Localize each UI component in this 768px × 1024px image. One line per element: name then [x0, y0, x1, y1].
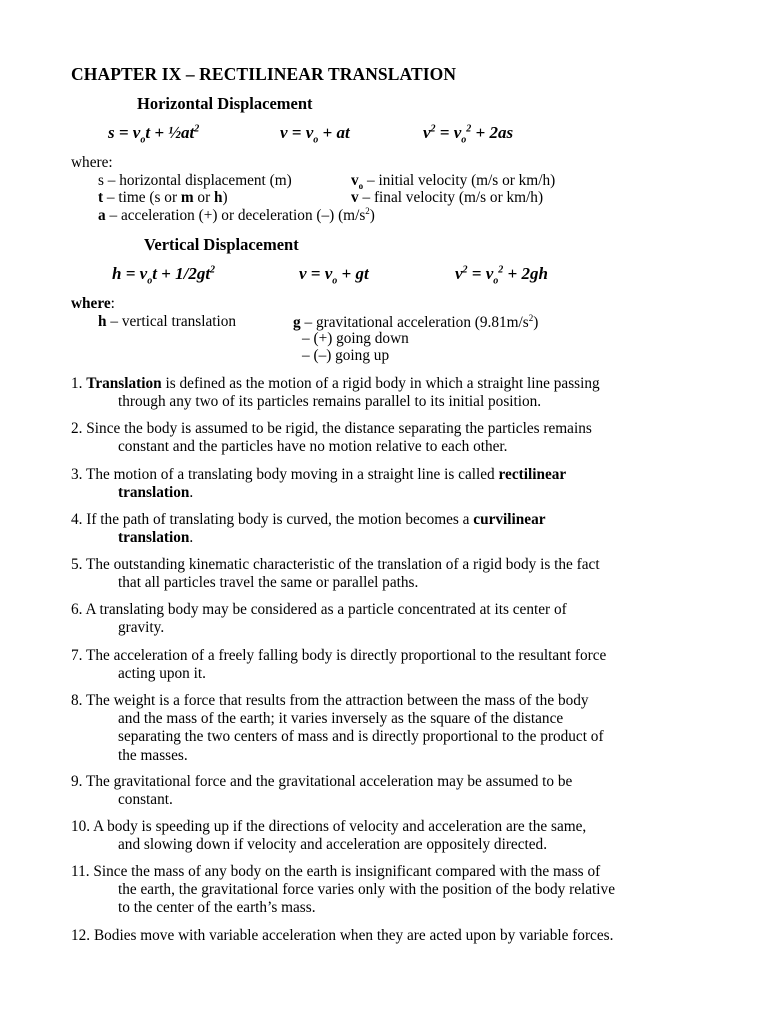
- def-h: h – vertical translation: [98, 313, 237, 330]
- list-item-line: 4. If the path of translating body is curved, the motion becomes a curvilinear: [71, 511, 546, 528]
- chapter-title: CHAPTER IX – RECTILINEAR TRANSLATION: [71, 64, 457, 84]
- def-going-down: – (+) going down: [302, 330, 409, 347]
- horizontal-where: where:: [71, 154, 113, 171]
- def-v: v – final velocity (m/s or km/h): [351, 189, 544, 206]
- list-item-line: 9. The gravitational force and the gravitational acceleration may be assumed to be: [71, 773, 573, 790]
- list-item-5: [71, 556, 711, 592]
- list-item-line: 1. Translation is defined as the motion of a rigid body in which a straight line passing: [71, 375, 600, 392]
- horizontal-equation-1: $s = v_ot$ + $\frac{1}{2}at^2$: [108, 123, 200, 146]
- horizontal-heading: Horizontal Displacement: [137, 94, 313, 113]
- list-item-line: to the center of the earth’s mass.: [118, 899, 316, 917]
- list-item-line: the masses.: [118, 746, 188, 764]
- vertical-where: where:: [71, 295, 115, 312]
- list-item-line: and the mass of the earth; it varies inversely as the square of the distance: [118, 710, 564, 728]
- def-s: s – horizontal displacement (m): [98, 172, 292, 189]
- list-item-11: [71, 863, 711, 918]
- list-item-line: 5. The outstanding kinematic characteristic of the translation of a rigid body is the fact: [71, 556, 600, 573]
- list-item-line: 12. Bodies move with variable acceleration when they are acted upon by variable forces.: [71, 927, 614, 944]
- horizontal-equation-3: $v^2 = v_o^2 + 2as$: [423, 123, 514, 146]
- vertical-heading: Vertical Displacement: [144, 235, 299, 254]
- list-item-1: [71, 375, 711, 411]
- list-item-line: constant and the particles have no motion relative to each other.: [118, 438, 508, 456]
- def-t: t – time (s or m or h): [98, 189, 228, 206]
- list-item-line: 11. Since the mass of any body on the earth is insignificant compared with the mass of: [71, 863, 601, 880]
- vertical-equation-2: $v = v_o$ + gt: [299, 264, 369, 287]
- def-vo: $v_o$ – initial velocity (m/s or km/h): [351, 172, 556, 192]
- list-item-line: acting upon it.: [118, 665, 206, 683]
- def-g: g – gravitational acceleration $(9.81m/s^2)$: [293, 313, 539, 332]
- list-item-2: [71, 420, 711, 456]
- list-item-9: [71, 773, 711, 809]
- list-item-8: [71, 692, 711, 765]
- list-item-line: through any two of its particles remains parallel to its initial position.: [118, 393, 542, 411]
- vertical-equation-1: $h = v_ot + 1/2gt^2$: [112, 264, 216, 287]
- list-item-line: translation.: [118, 484, 194, 502]
- list-item-line: constant.: [118, 791, 173, 809]
- def-going-up: – (–) going up: [302, 347, 390, 364]
- def-a: a – acceleration (+) or deceleration (–) $(m/s^2)$: [98, 206, 375, 225]
- list-item-4: [71, 511, 711, 547]
- list-item-line: translation.: [118, 529, 194, 547]
- list-item-7: [71, 647, 711, 683]
- list-item-line: 6. A translating body may be considered as a particle concentrated at its center of: [71, 601, 567, 618]
- list-item-line: 8. The weight is a force that results from the attraction between the mass of the body: [71, 692, 589, 709]
- list-item-line: the earth, the gravitational force varies only with the position of the body relative: [118, 881, 615, 899]
- list-item-line: 10. A body is speeding up if the directions of velocity and acceleration are the same,: [71, 818, 587, 835]
- list-item-line: gravity.: [118, 619, 165, 637]
- list-item-line: 2. Since the body is assumed to be rigid, the distance separating the particles remains: [71, 420, 592, 437]
- list-item-3: [71, 466, 711, 502]
- list-item-line: 3. The motion of a translating body moving in a straight line is called rectilinear: [71, 466, 567, 483]
- list-item-line: that all particles travel the same or parallel paths.: [118, 574, 419, 592]
- list-item-line: separating the two centers of mass and is directly proportional to the product of: [118, 728, 604, 746]
- vertical-equation-3: $v^2 = v_o^2 + 2gh$: [455, 264, 548, 287]
- list-item-6: [71, 601, 711, 637]
- list-item-12: [71, 927, 711, 945]
- list-item-10: [71, 818, 711, 854]
- list-item-line: 7. The acceleration of a freely falling body is directly proportional to the resultant force: [71, 647, 607, 664]
- list-item-line: and slowing down if velocity and acceleration are oppositely directed.: [118, 836, 548, 854]
- horizontal-equation-2: $v = v_o$ + at: [280, 123, 350, 146]
